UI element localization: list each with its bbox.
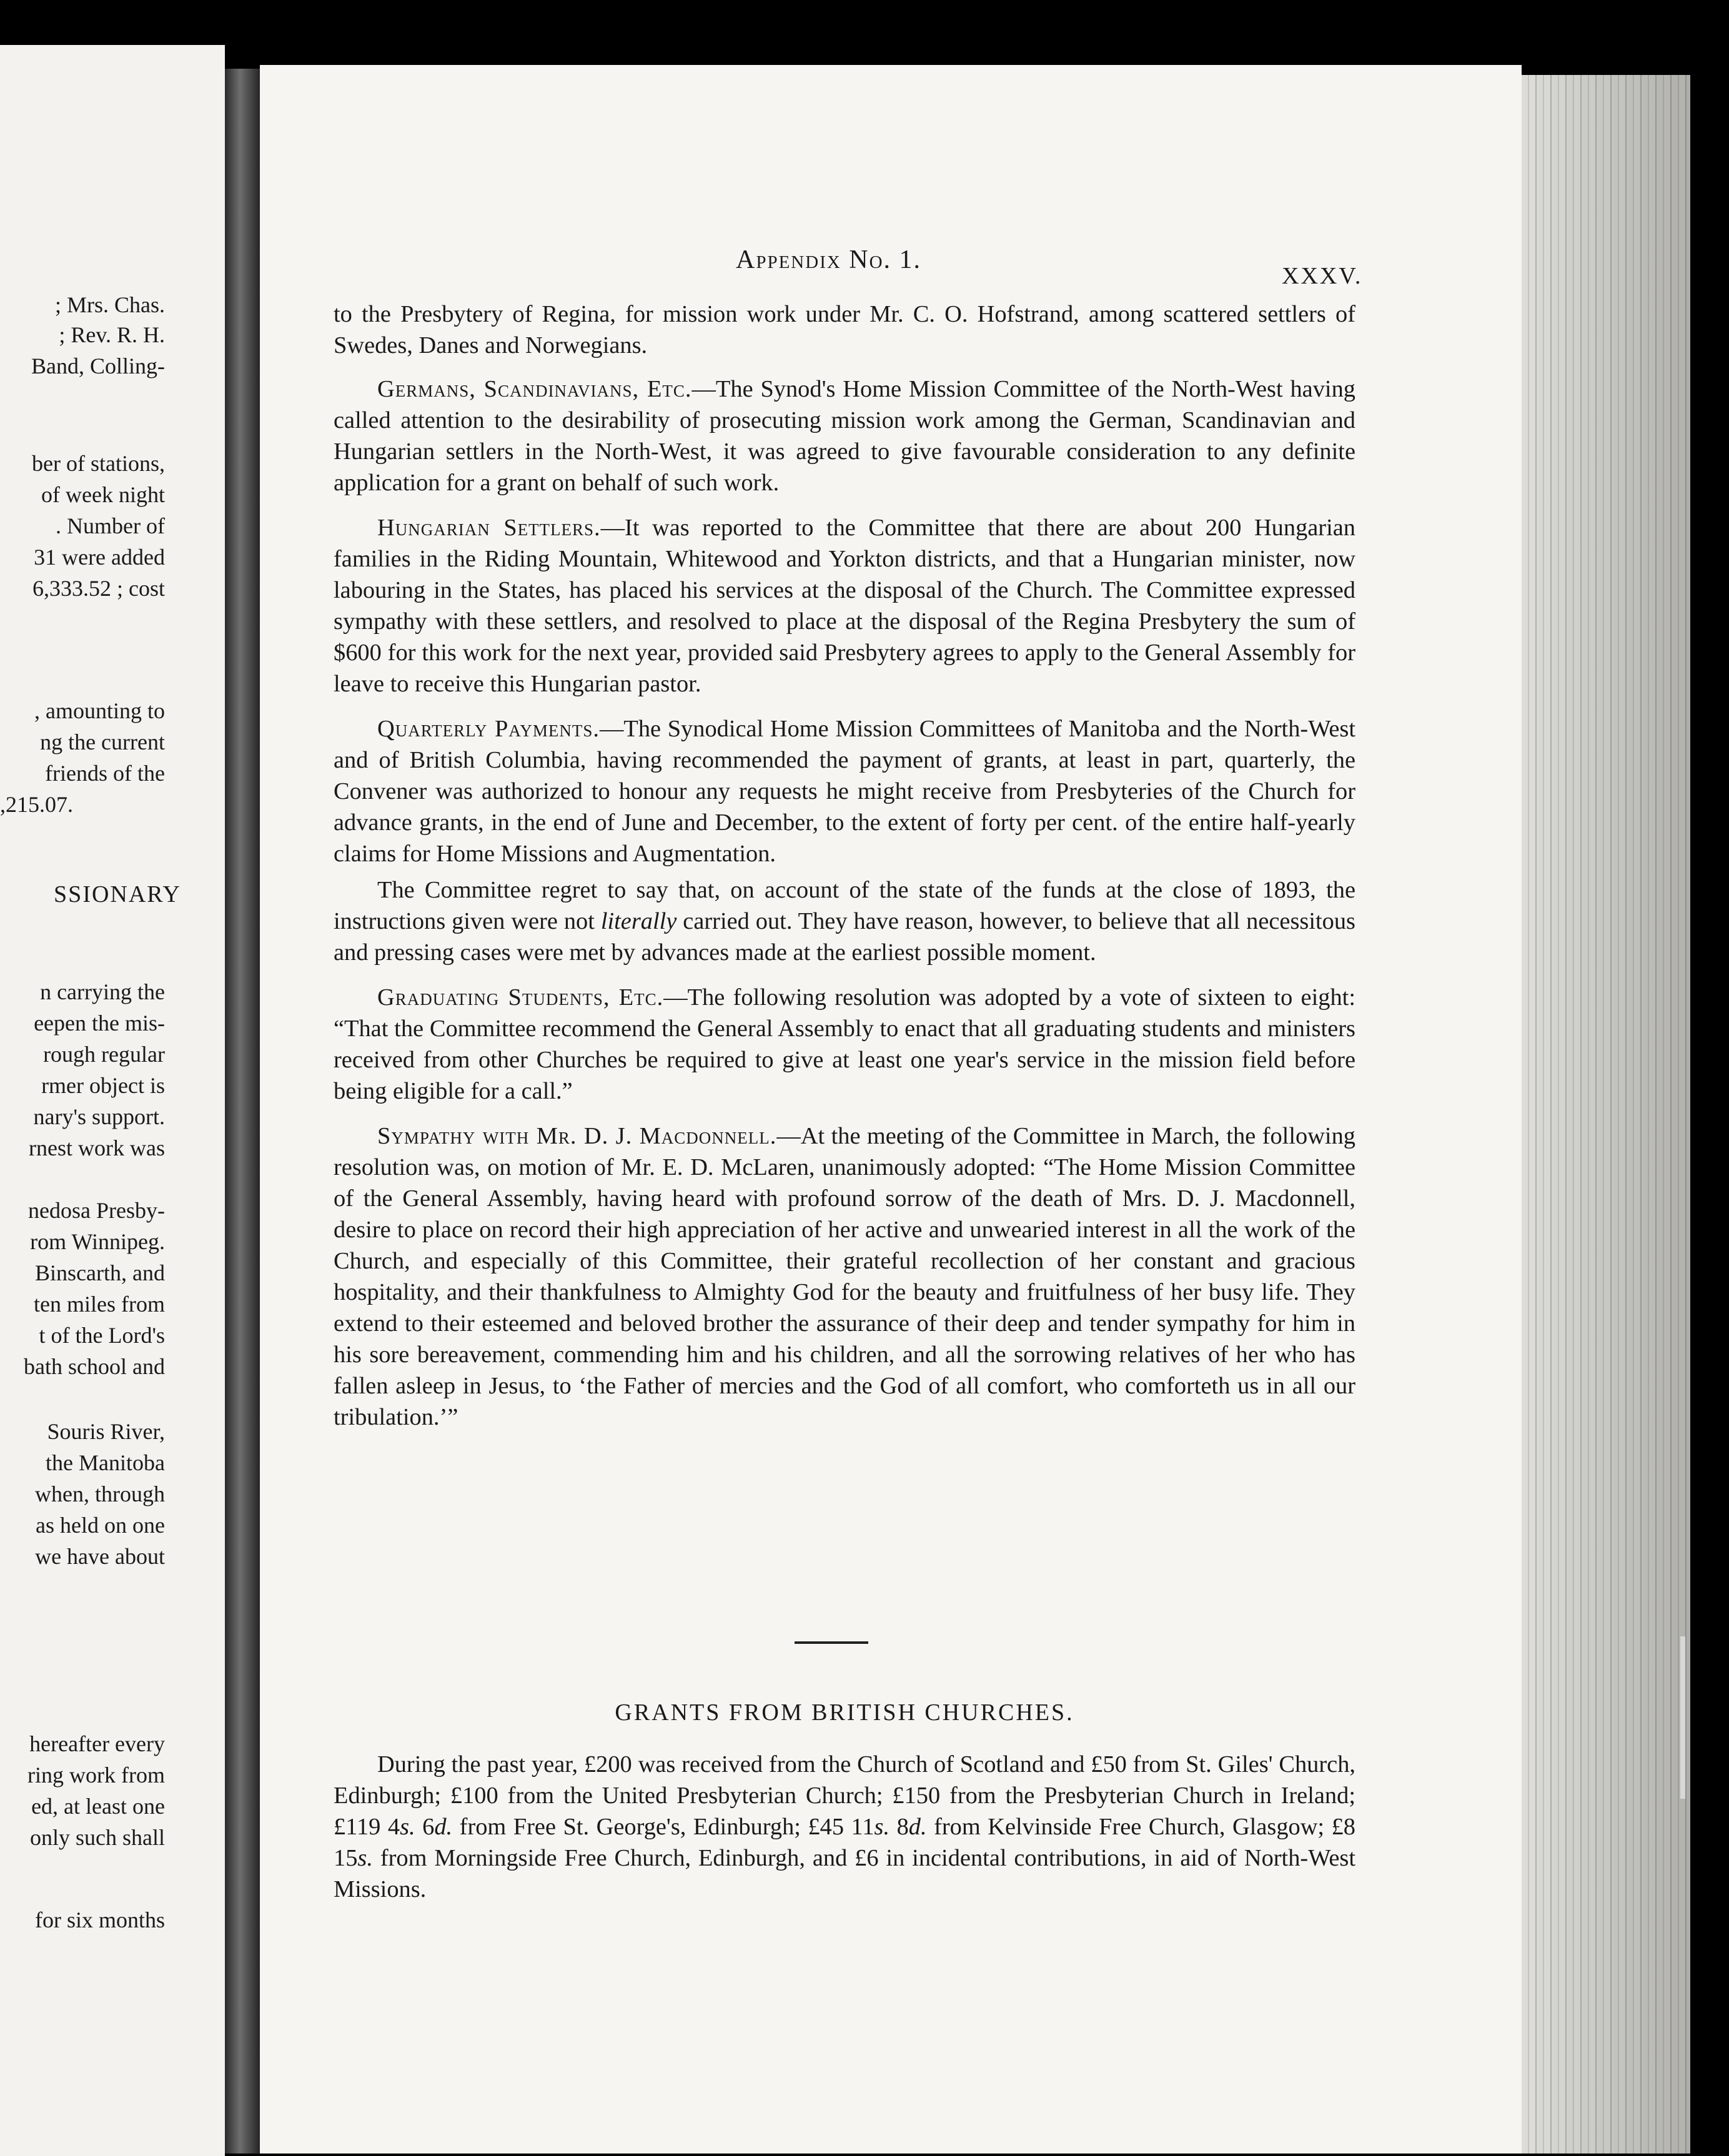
left-page-line: rnest work was — [29, 1135, 165, 1160]
pence-abbrev: d. — [434, 1814, 453, 1840]
scan-mark — [1680, 1636, 1685, 1799]
left-page-line: Binscarth, and — [35, 1260, 165, 1285]
paragraph-hungarian — [334, 512, 1355, 700]
grants-text-run: 6 — [415, 1814, 435, 1840]
left-page-line: only such shall — [30, 1825, 165, 1850]
left-page-line: of week night — [41, 482, 165, 507]
paragraph-body: The Committee regret to say that, on account of the state of the funds at the close of 1893, the instructions given were not — [334, 877, 1355, 934]
pence-abbrev: d. — [908, 1814, 927, 1840]
section-title: GRANTS FROM BRITISH CHURCHES. — [615, 1699, 1074, 1726]
body-text — [334, 299, 1355, 1446]
left-page-line: Souris River, — [47, 1419, 165, 1444]
left-page-line: eepen the mis- — [34, 1011, 165, 1036]
paragraph-heading: Germans, Scandinavians, Etc. — [377, 376, 692, 402]
shillings-abbrev: s. — [400, 1814, 415, 1840]
left-page-line: ber of stations, — [32, 451, 165, 476]
left-page-line: nedosa Presby- — [28, 1198, 165, 1223]
left-page-line: ; Mrs. Chas. — [54, 292, 165, 317]
grants-text-run: from Morningside Free Church, Edinburgh, and £6 in incidental contributions, in aid of North-West Missions. — [334, 1845, 1355, 1902]
left-page-line: ; Rev. R. H. — [59, 322, 165, 347]
paragraph-sympathy — [334, 1120, 1355, 1433]
running-header: Appendix No. 1. — [736, 245, 922, 274]
grants-text — [334, 1749, 1355, 1905]
paragraph-body: —The following resolution was adopted by a vote of sixteen to eight: “That the Committee recommend the General Assembly to enact that all graduating students and ministers received from other Churches be required to give at least one year's service in the mission field before being eligible for a call.” — [334, 984, 1355, 1104]
left-page-line: 31 were added — [34, 545, 165, 570]
paragraph-germans — [334, 373, 1355, 498]
paragraph-heading: Sympathy with Mr. D. J. Macdonnell. — [377, 1123, 777, 1149]
paragraph-committee-regret — [334, 874, 1355, 968]
paragraph-grants — [334, 1749, 1355, 1905]
page-number: XXXV. — [1282, 263, 1363, 289]
left-page-line: ,215.07. — [0, 792, 73, 817]
emphasis: literally — [600, 908, 677, 934]
section-divider — [795, 1641, 868, 1644]
paragraph-heading: Graduating Students, Etc. — [377, 984, 664, 1011]
paragraph-body: —The Synod's Home Mission Committee of the North-West having called attention to the desirability of prosecuting mission work among the German, Scandinavian and Hungarian settlers in the North-West, it was agreed to give favourable consideration to any definite application for a grant on behalf of such work. — [334, 376, 1355, 496]
shillings-abbrev: s. — [874, 1814, 890, 1840]
page-edges — [1522, 75, 1690, 2154]
grants-text-run: from Kelvinside Free Church, Glasgow; £8 15 — [334, 1814, 1356, 1871]
left-page-line: as held on one — [36, 1513, 165, 1538]
page-edges-shadow — [1522, 75, 1690, 2154]
grants-text-run: During the past year, £200 was received from the Church of Scotland and £50 from St. Giles' Church, Edinburgh; £100 from the United Presbyterian Church; £150 from the Presbyterian Church in Ireland; £119 4 — [334, 1751, 1355, 1840]
paragraph-graduating — [334, 982, 1355, 1107]
left-page-heading: SSIONARY — [54, 881, 181, 907]
grants-text-run: 8 — [889, 1814, 909, 1840]
left-facing-page — [0, 45, 225, 2156]
paragraph-heading: Quarterly Payments. — [377, 716, 600, 742]
left-page-line: 6,333.52 ; cost — [32, 576, 165, 601]
paragraph-regina: to the Presbytery of Regina, for mission work under Mr. C. O. Hofstrand, among scattered settlers of Swedes, Danes and Norwegians. — [334, 301, 1355, 359]
left-page-line: n carrying the — [40, 979, 165, 1004]
left-page-line: , amounting to — [34, 698, 165, 723]
left-page-line: . Number of — [56, 513, 165, 538]
shillings-abbrev: s. — [357, 1845, 373, 1871]
paragraph-body: —At the meeting of the Committee in March, the following resolution was, on motion of Mr. E. D. McLaren, unanimously adopted: “The Home Mission Committee of the General Assembly, having heard with profound sorrow of the death of Mrs. D. J. Macdonnell, desire to place on record their high appreciation of her active and unwearied interest in all the work of the Church, and especially of this Committee, their grateful recollection of her constant and gracious hospitality, and their thankfulness to Almighty God for the beauty and fruitfulness of her busy life. They extend to their esteemed and beloved brother the assurance of their deep and tender sympathy for him in his sore bereavement, commending him and his children, and all the sorrowing relatives of her who has fallen asleep in Jesus, to ‘the Father of mercies and the God of all comfort, who comforteth us in all our tribulation.’” — [334, 1123, 1355, 1430]
left-page-line: we have about — [35, 1544, 165, 1569]
paragraph-body: —The Synodical Home Mission Committees of Manitoba and the North-West and of British Columbia, having recommended the payment of grants, at least in part, quarterly, the Convener was authorized to honour any requests he might receive from Presbyteries of the Church for advance grants, in the end of June and December, to the extent of forty per cent. of the entire half-yearly claims for Home Missions and Augmentation. — [334, 716, 1355, 867]
left-page-line: ten miles from — [34, 1292, 165, 1317]
left-page-line: nary's support. — [33, 1104, 165, 1129]
left-page-line: ring work from — [27, 1763, 165, 1788]
left-page-line: rough regular — [43, 1042, 165, 1067]
left-page-line: friends of the — [45, 761, 165, 786]
left-page-line: rmer object is — [41, 1073, 165, 1098]
left-page-line: bath school and — [24, 1354, 165, 1379]
paragraph-body: carried out. They have reason, however, to believe that all necessitous and pressing cases were met by advances made at the earliest possible moment. — [334, 908, 1355, 966]
left-page-line: ed, at least one — [31, 1794, 165, 1819]
left-page-line: the Manitoba — [46, 1450, 165, 1475]
left-page-line: when, through — [35, 1481, 165, 1506]
grants-text-run: from Free St. George's, Edinburgh; £45 11 — [452, 1814, 874, 1840]
paragraph-body: —It was reported to the Committee that there are about 200 Hungarian families in the Riding Mountain, Whitewood and Yorkton districts, and that a Hungarian minister, now labouring in the States, has placed his services at the disposal of the Church. The Committee expressed sympathy with these settlers, and resolved to place at the disposal of the Regina Presbytery the sum of $600 for this work for the next year, provided said Presbytery agrees to apply to the General Assembly for leave to receive this Hungarian pastor. — [334, 515, 1355, 697]
left-page-line: t of the Lord's — [39, 1323, 165, 1348]
paragraph-quarterly — [334, 713, 1355, 869]
left-page-line: ng the current — [40, 729, 165, 754]
left-page-line: for six months — [34, 1907, 165, 1932]
book-gutter — [225, 69, 262, 2154]
left-page-line: Band, Colling- — [31, 354, 165, 378]
left-page-line: hereafter every — [29, 1731, 165, 1756]
left-page-line: rom Winnipeg. — [30, 1229, 165, 1254]
paragraph-heading: Hungarian Settlers. — [377, 515, 601, 541]
